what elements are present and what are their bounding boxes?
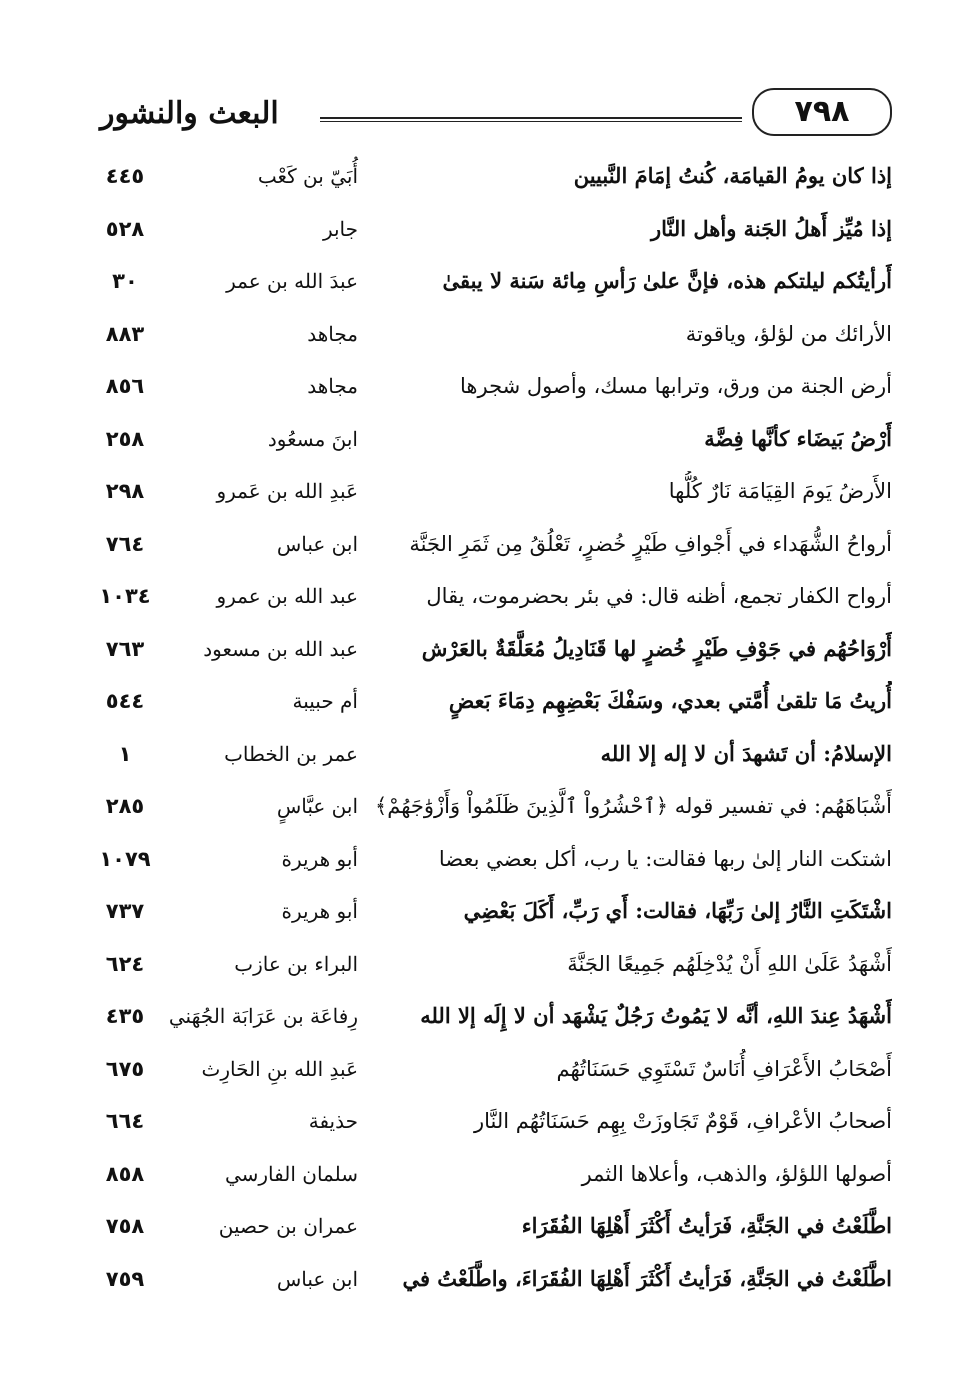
narrator-name: ابن عباس	[276, 1266, 358, 1291]
narrator-name: عَبدِ الله بنِ الحَارِث	[201, 1056, 358, 1081]
hadith-text: أَصْحَابُ الأَعْرَافِ أُنَاسٌ تَسْتَوِي حَسَنَاتُهُم	[556, 1056, 892, 1081]
hadith-text: أُريتُ مَا تلقىٰ أُمَّتي بعدي، وسَفْكَ بَعْضِهِم دِمَاءَ بَعضٍ	[448, 688, 892, 713]
hadith-text: إذا مُيِّز أَهلُ الجَنة وأهل النَّار	[650, 215, 892, 241]
narrator-name: عَبدِ الله بن عَمرو	[216, 479, 358, 503]
index-table	[70, 150, 892, 1305]
index-row	[70, 308, 892, 361]
narrator-name: عمران بن حصين	[218, 1214, 358, 1238]
hadith-text: الإسلامُ: أن تَشهدَ أن لا إله إلا الله	[600, 740, 892, 766]
hadith-text: اطَّلَعْتُ في الجَنَّةِ، فَرَأيتُ أَكْثَرَ أَهْلِهَا الفُقَرَاء	[521, 1213, 892, 1238]
index-row	[70, 728, 892, 781]
hadith-text: الأَرضُ يَومَ القِيَامَة نَارٌ كُلُّها	[668, 479, 892, 503]
index-row	[70, 623, 892, 676]
page-reference: ٧٥٩	[105, 1266, 145, 1291]
narrator-name: عبد الله بن عمرو	[216, 584, 358, 608]
page-reference: ٤٤٥	[105, 164, 145, 188]
index-row	[70, 1200, 892, 1253]
page-reference: ٥٢٨	[105, 216, 145, 241]
index-row	[70, 360, 892, 413]
index-row	[70, 150, 892, 203]
hadith-text: أَشْبَاهَهُم: في تفسير قوله ﴿ٱحْشُرُواْ ٱلَّذِينَ ظَلَمُواْ وَأَزْوَٰجَهُمْ﴾	[374, 794, 892, 818]
page-reference: ٦٢٤	[105, 951, 145, 976]
hadith-text: الأرائك من لؤلؤ، وياقوتة	[685, 321, 892, 346]
narrator-name: عمر بن الخطاب	[224, 741, 358, 766]
page-reference: ٢٩٨	[105, 479, 145, 503]
index-row	[70, 203, 892, 256]
narrator-name: جابر	[322, 216, 358, 241]
index-row	[70, 1253, 892, 1306]
page-header	[100, 88, 892, 140]
page-number-badge: ٧٩٨	[752, 88, 892, 136]
narrator-name: ابنَ مسعُود	[267, 426, 358, 451]
narrator-name: أبو هريرة	[281, 899, 358, 923]
hadith-text: أَرْضُ بَيضَاء كأنَّها فِضَّة	[704, 425, 892, 451]
hadith-text: اشتكت النار إلىٰ ربها فقالت: يا رب، أكل بعضي بعضا	[438, 846, 892, 871]
narrator-name: البراء بن عازب	[234, 951, 358, 976]
index-row	[70, 990, 892, 1043]
narrator-name: أُبَيّ بن كَعْب	[257, 164, 358, 188]
index-row	[70, 675, 892, 728]
page-reference: ٨٥٨	[105, 1161, 145, 1186]
page-reference: ١٠٧٩	[99, 846, 151, 871]
page-reference: ٦٦٤	[105, 1109, 145, 1133]
index-row	[70, 885, 892, 938]
page-reference: ١٠٣٤	[99, 584, 151, 608]
narrator-name: رِفاعَة بن عَرَابَة الجُهَني	[168, 1004, 358, 1028]
narrator-name: حذيفة	[308, 1109, 358, 1133]
book-title: البعث والنشور	[100, 96, 279, 131]
index-row	[70, 518, 892, 571]
hadith-text: إذا كان يومُ القيامَة، كُنتُ إمَامَ النَّبيين	[573, 163, 892, 188]
narrator-name: مجاهد	[307, 374, 358, 398]
index-row	[70, 938, 892, 991]
hadith-text: أرواح الكفار تجمع، أظنه قال: في بئر بحضرموت، يقال	[426, 584, 892, 608]
page-reference: ٢٥٨	[105, 426, 145, 451]
hadith-text: اطَّلَعْتُ في الجَنَّةِ، فَرَأيتُ أَكْثَرَ أَهْلِهَا الفُقَرَاءَ، واطَّلَعْتُ في	[402, 1265, 892, 1291]
page-reference: ٧٥٨	[105, 1214, 145, 1238]
narrator-name: عبدَ الله بن عمر	[226, 269, 358, 293]
hadith-text: أَرْوَاحُهُم في جَوْفِ طَيْرٍ خُضرٍ لها قَنَادِيلُ مُعَلَّقَةٌ بالعَرْش	[421, 635, 892, 661]
hadith-text: أصولها اللؤلؤ، والذهب، وأعلاها الثمر	[581, 1161, 892, 1186]
page-reference: ٥٤٤	[105, 689, 145, 713]
header-rule	[320, 117, 742, 122]
hadith-text: أَشْهَدُ عَلَىٰ اللهِ أَنْ يُدْخِلَهُم جَمِيعًا الجَنَّةَ	[567, 951, 892, 976]
narrator-name: أم حبيبة	[292, 689, 358, 713]
page-reference: ٤٣٥	[105, 1004, 145, 1028]
page-reference: ٢٨٥	[105, 794, 145, 818]
index-row	[70, 413, 892, 466]
page-reference: ٧٦٤	[105, 531, 145, 556]
page-reference: ١	[118, 741, 132, 766]
hadith-text: أرض الجنة من ورق، وترابها مسك، وأصول شجرها	[460, 374, 892, 398]
index-row	[70, 465, 892, 518]
index-row	[70, 1148, 892, 1201]
hadith-text: اشْتَكَتِ النَّارُ إلىٰ رَبِّهَا، فقالت: أَي رَبِّ، أَكَلَ بَعْضِي	[463, 898, 892, 923]
hadith-text: أصحابُ الأعْرافِ، قَوْمٌ تَجَاوزَتْ بِهِم حَسَنَاتُهُم النَّار	[473, 1109, 892, 1133]
index-row	[70, 570, 892, 623]
hadith-text: أرواحُ الشُّهَداء في أَجْوافِ طَيْرٍ خُضرٍ، تَعْلُقُ مِن ثَمَرِ الجَنَّة	[409, 531, 892, 556]
index-row	[70, 833, 892, 886]
narrator-name: ابن عباس	[276, 531, 358, 556]
narrator-name: سلمان الفارسي	[224, 1161, 358, 1186]
page-reference: ٨٥٦	[105, 374, 145, 398]
narrator-name: مجاهد	[307, 321, 358, 346]
narrator-name: عبد الله بن مسعود	[203, 636, 358, 661]
hadith-text: أَرأيتُكم ليلتكم هذه، فإنَّ علىٰ رَأسِ مِائة سَنة لا يبقىٰ	[442, 268, 892, 293]
page-reference: ٧٣٧	[105, 899, 145, 923]
index-row	[70, 1043, 892, 1096]
page-reference: ٨٨٣	[105, 321, 145, 346]
page-reference: ٣٠	[112, 269, 138, 293]
index-row	[70, 780, 892, 833]
page-reference: ٦٧٥	[105, 1056, 145, 1081]
narrator-name: أبو هريرة	[281, 846, 358, 871]
narrator-name: ابن عبَّاسٍ	[276, 794, 358, 818]
index-row	[70, 1095, 892, 1148]
hadith-text: أَشْهَدُ عِندَ اللهِ، أنَّه لا يَمُوتُ رَجُلٌ يَشْهَد أن لا إِلَه إلا الله	[420, 1003, 892, 1028]
page-reference: ٧٦٣	[105, 636, 145, 661]
index-row	[70, 255, 892, 308]
